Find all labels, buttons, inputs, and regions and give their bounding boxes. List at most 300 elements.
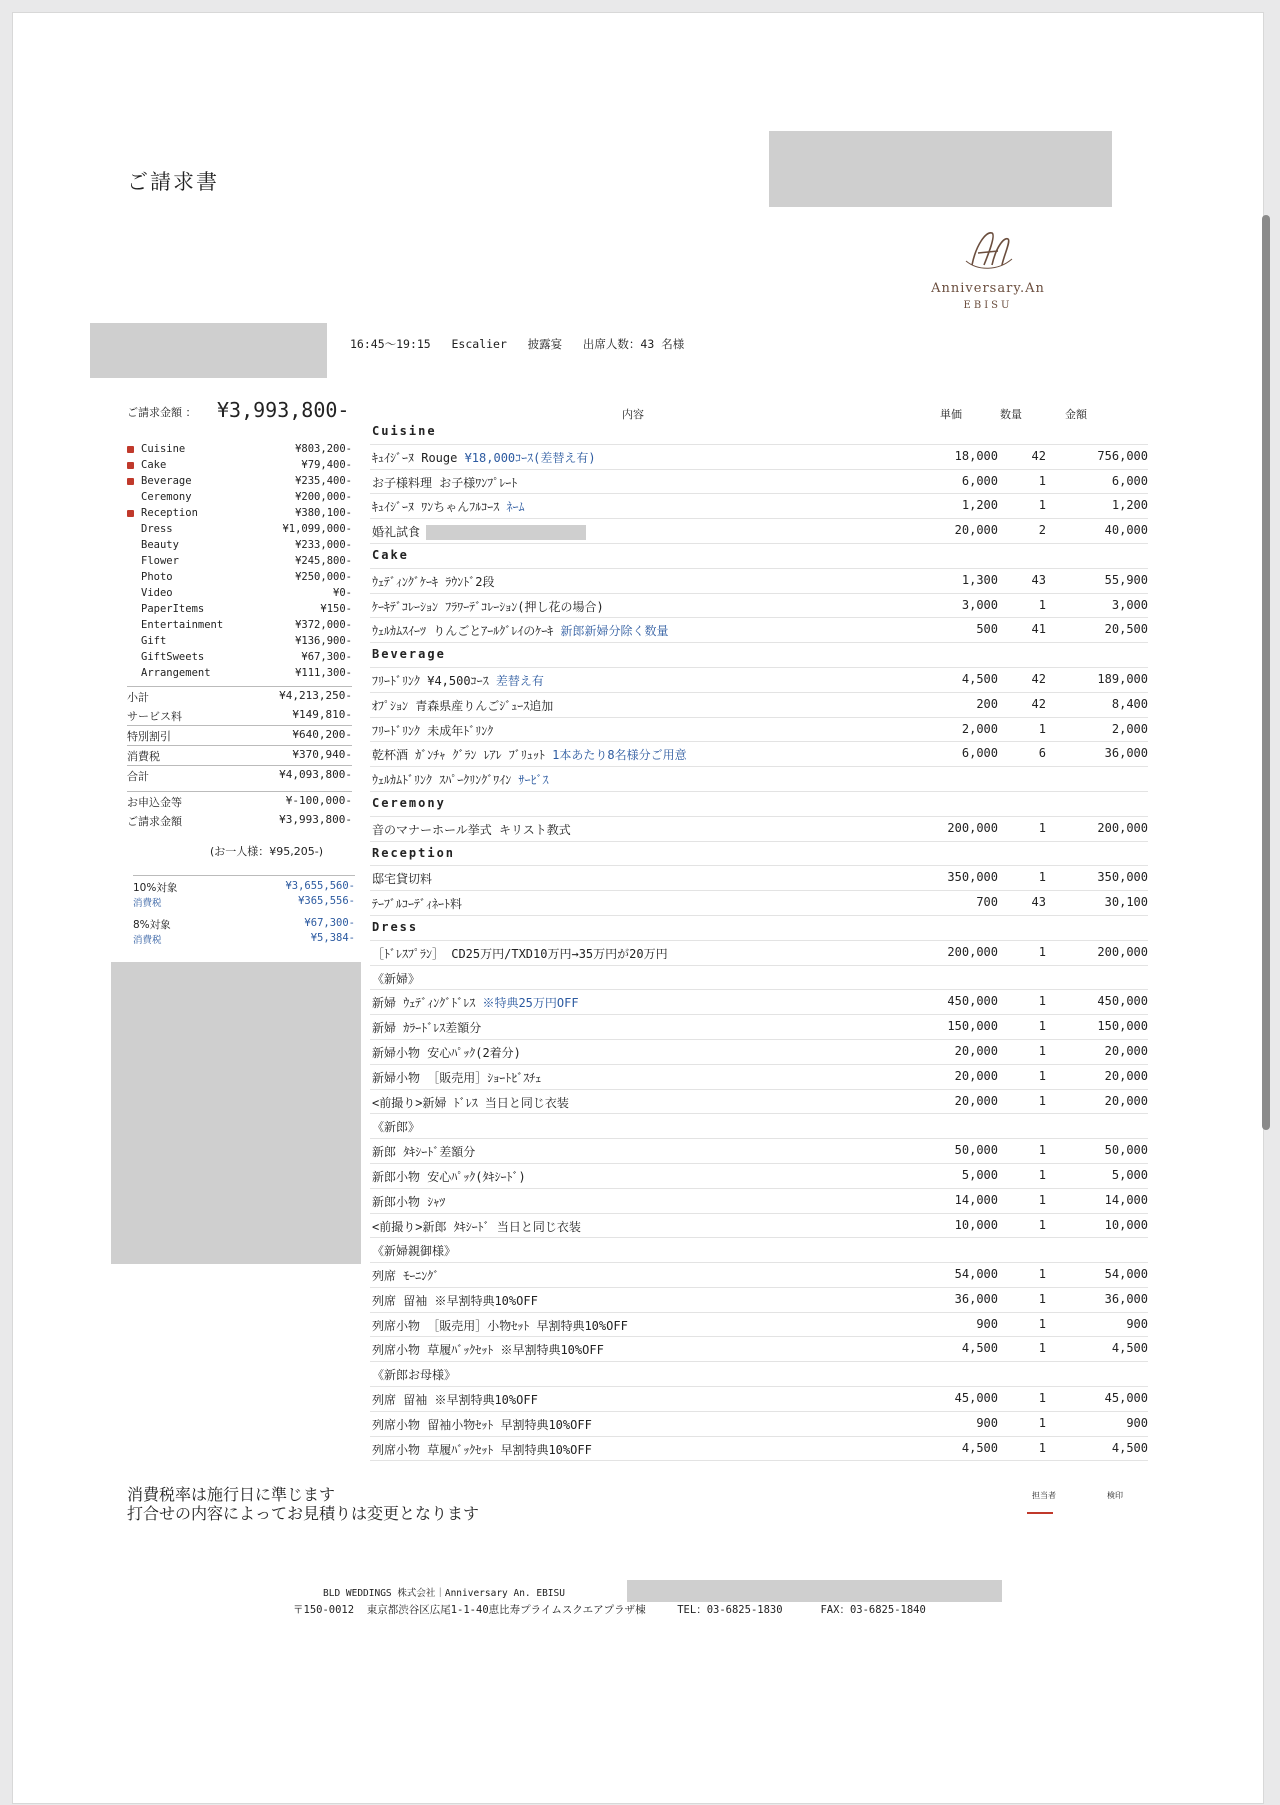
item-name bbox=[372, 697, 553, 714]
item-name bbox=[372, 573, 494, 590]
breakdown-value: ¥380,100- bbox=[295, 507, 352, 519]
item-label: Beverage bbox=[372, 647, 446, 662]
item-label: 音のマナーホール挙式 キリスト教式 bbox=[372, 822, 571, 837]
table-row bbox=[370, 817, 1148, 842]
item-name bbox=[372, 1193, 445, 1210]
tax-row bbox=[133, 895, 355, 910]
table-row bbox=[370, 1214, 1148, 1239]
item-name bbox=[372, 1218, 581, 1235]
item-price: 50,000 bbox=[954, 1143, 998, 1158]
table-row bbox=[370, 1189, 1148, 1214]
item-price: 6,000 bbox=[961, 746, 998, 761]
item-label: ﾌﾘｰﾄﾞﾘﾝｸ ¥4,500ｺｰｽ bbox=[372, 673, 496, 688]
note-tax: 消費税率は施行日に準じます bbox=[127, 1485, 336, 1504]
item-name bbox=[372, 1242, 456, 1259]
summary-label: お申込金等 bbox=[127, 796, 182, 809]
breakdown-label: Cuisine bbox=[141, 443, 186, 455]
item-price: 4,500 bbox=[961, 1341, 998, 1356]
item-amount: 756,000 bbox=[1097, 448, 1148, 463]
tax-label: 10%対象 bbox=[133, 882, 178, 894]
item-amount: 45,000 bbox=[1104, 1391, 1148, 1406]
item-qty: 1 bbox=[1038, 944, 1046, 959]
item-amount: 20,000 bbox=[1104, 1043, 1148, 1058]
item-amount: 450,000 bbox=[1097, 994, 1148, 1009]
breakdown-label: GiftSweets bbox=[141, 651, 205, 663]
item-price: 4,500 bbox=[961, 671, 998, 686]
item-name bbox=[372, 548, 409, 562]
item-price: 5,000 bbox=[961, 1167, 998, 1182]
breakdown-label: PaperItems bbox=[141, 603, 205, 615]
breakdown-row bbox=[127, 603, 352, 619]
breakdown-row bbox=[127, 443, 352, 459]
summary-row bbox=[127, 811, 352, 830]
tax-value: ¥365,556- bbox=[298, 895, 355, 907]
item-name bbox=[372, 1267, 439, 1284]
item-qty: 43 bbox=[1031, 895, 1046, 910]
table-row bbox=[370, 693, 1148, 718]
item-note: 1本あたり8名様分ご用意 bbox=[552, 748, 687, 763]
item-qty: 1 bbox=[1038, 1415, 1046, 1430]
item-qty: 1 bbox=[1038, 1391, 1046, 1406]
item-price: 700 bbox=[976, 895, 998, 910]
item-price: 45,000 bbox=[954, 1391, 998, 1406]
category-row bbox=[370, 842, 1148, 867]
table-header bbox=[370, 400, 1148, 420]
item-price: 1,200 bbox=[961, 498, 998, 513]
breakdown-value: ¥233,000- bbox=[295, 539, 352, 551]
item-label: ｳｪﾙｶﾑｽｲｰﾂ りんごとｱｰﾙｸﾞﾚｲのｹｰｷ bbox=[372, 624, 561, 639]
item-qty: 1 bbox=[1038, 498, 1046, 513]
table-row bbox=[370, 718, 1148, 743]
tax-label: 8%対象 bbox=[133, 919, 171, 931]
item-label: 列席小物 草履ﾊﾞｯｸｾｯﾄ 早割特典10%OFF bbox=[372, 1442, 592, 1457]
breakdown-label: Cake bbox=[141, 459, 167, 471]
item-amount: 8,400 bbox=[1111, 696, 1148, 711]
item-name bbox=[372, 920, 418, 934]
item-price: 900 bbox=[976, 1415, 998, 1430]
item-qty: 42 bbox=[1031, 448, 1046, 463]
table-row bbox=[370, 1337, 1148, 1362]
item-qty: 1 bbox=[1038, 1093, 1046, 1108]
item-qty: 42 bbox=[1031, 671, 1046, 686]
item-label: 乾杯酒 ｶﾞﾝﾁｬ ｸﾞﾗﾝ ﾚｱﾚ ﾌﾞﾘｭｯﾄ bbox=[372, 748, 553, 763]
breakdown-value: ¥250,000- bbox=[295, 571, 352, 583]
total-label: ご請求金額 ： bbox=[127, 406, 197, 419]
tax-breakdown bbox=[133, 875, 355, 947]
category-row bbox=[370, 544, 1148, 569]
summary-value: ¥3,993,800- bbox=[279, 813, 352, 826]
table-row bbox=[370, 470, 1148, 495]
summary-totals bbox=[127, 686, 352, 830]
item-label: 列席 ﾓｰﾆﾝｸﾞ bbox=[372, 1269, 440, 1284]
breakdown-value: ¥150- bbox=[320, 603, 352, 615]
item-amount: 36,000 bbox=[1104, 746, 1148, 761]
item-amount: 36,000 bbox=[1104, 1291, 1148, 1306]
table-row bbox=[370, 519, 1148, 544]
total-value: ¥3,993,800- bbox=[217, 398, 350, 422]
item-amount: 5,000 bbox=[1111, 1167, 1148, 1182]
item-name bbox=[372, 895, 462, 912]
item-label: ｷｭｲｼﾞｰﾇ ﾜﾝちゃんﾌﾙｺｰｽ bbox=[372, 500, 507, 515]
tax-row bbox=[133, 932, 355, 947]
table-row bbox=[370, 1139, 1148, 1164]
breakdown-row bbox=[127, 507, 352, 523]
item-price: 36,000 bbox=[954, 1291, 998, 1306]
logo bbox=[918, 225, 1058, 311]
item-name bbox=[372, 598, 604, 615]
tax-value: ¥67,300- bbox=[304, 917, 355, 929]
item-amount: 14,000 bbox=[1104, 1192, 1148, 1207]
table-row bbox=[370, 866, 1148, 891]
breakdown-label: Photo bbox=[141, 571, 173, 583]
item-label: 新婦小物 ［販売用］ｼｮｰﾄﾋﾞｽﾁｪ bbox=[372, 1070, 542, 1085]
breakdown-value: ¥136,900- bbox=[295, 635, 352, 647]
item-amount: 6,000 bbox=[1111, 473, 1148, 488]
item-amount: 1,200 bbox=[1111, 498, 1148, 513]
header-price: 単価 bbox=[940, 408, 962, 421]
note-estimate: 打合せの内容によってお見積りは変更となります bbox=[127, 1504, 480, 1523]
item-name bbox=[372, 846, 455, 860]
summary-label: サービス料 bbox=[127, 710, 182, 723]
item-label: 列席小物 草履ﾊﾞｯｸｾｯﾄ ※早割特典10%OFF bbox=[372, 1343, 604, 1358]
item-label: ｷｭｲｼﾞｰﾇ Rouge bbox=[372, 450, 465, 465]
tax-label: 消費税 bbox=[133, 898, 162, 909]
item-qty: 1 bbox=[1038, 721, 1046, 736]
item-price: 450,000 bbox=[947, 994, 998, 1009]
item-label: 列席 留袖 ※早割特典10%OFF bbox=[372, 1293, 538, 1308]
item-label: 列席小物 ［販売用］小物ｾｯﾄ 早割特典10%OFF bbox=[372, 1318, 628, 1333]
summary-value: ¥640,200- bbox=[292, 728, 352, 741]
table-row bbox=[370, 1313, 1148, 1338]
item-qty: 6 bbox=[1038, 746, 1046, 761]
item-amount: 4,500 bbox=[1111, 1341, 1148, 1356]
table-row bbox=[370, 618, 1148, 643]
item-label: 新婦 ｳｪﾃﾞｨﾝｸﾞﾄﾞﾚｽ bbox=[372, 996, 483, 1011]
item-price: 900 bbox=[976, 1316, 998, 1331]
item-price: 3,000 bbox=[961, 597, 998, 612]
table-row bbox=[370, 494, 1148, 519]
item-qty: 1 bbox=[1038, 1043, 1046, 1058]
item-price: 200,000 bbox=[947, 944, 998, 959]
stamp-staff: 担当者 bbox=[1032, 1491, 1056, 1500]
item-label: 列席 留袖 ※早割特典10%OFF bbox=[372, 1393, 538, 1408]
item-name bbox=[372, 870, 432, 887]
item-qty: 1 bbox=[1038, 1440, 1046, 1455]
item-amount: 20,500 bbox=[1104, 622, 1148, 637]
item-qty: 42 bbox=[1031, 696, 1046, 711]
summary-row bbox=[127, 791, 352, 811]
item-label: 《新郎お母様》 bbox=[372, 1368, 457, 1383]
item-label: 《新婦親御様》 bbox=[372, 1244, 457, 1259]
item-qty: 1 bbox=[1038, 1167, 1046, 1182]
breakdown-label: Beverage bbox=[141, 475, 192, 487]
scrollbar[interactable] bbox=[1262, 215, 1270, 1130]
item-amount: 50,000 bbox=[1104, 1143, 1148, 1158]
item-price: 4,500 bbox=[961, 1440, 998, 1455]
item-amount: 189,000 bbox=[1097, 671, 1148, 686]
monogram-icon bbox=[958, 225, 1018, 275]
redacted-block bbox=[426, 525, 586, 540]
item-name bbox=[372, 945, 668, 962]
table-row bbox=[370, 445, 1148, 470]
breakdown-row bbox=[127, 491, 352, 507]
item-label: お子様料理 お子様ﾜﾝﾌﾟﾚｰﾄ bbox=[372, 475, 518, 490]
category-row bbox=[370, 420, 1148, 445]
notes bbox=[127, 1485, 479, 1523]
item-label: 《新郎》 bbox=[372, 1120, 421, 1135]
item-price: 6,000 bbox=[961, 473, 998, 488]
table-row bbox=[370, 891, 1148, 916]
item-qty: 1 bbox=[1038, 597, 1046, 612]
item-name bbox=[372, 1441, 592, 1458]
item-label: <前撮り>新郎 ﾀｷｼｰﾄﾞ 当日と同じ衣装 bbox=[372, 1219, 581, 1234]
breakdown-row bbox=[127, 555, 352, 571]
breakdown-value: ¥79,400- bbox=[301, 459, 352, 471]
item-price: 1,300 bbox=[961, 572, 998, 587]
item-price: 20,000 bbox=[954, 1093, 998, 1108]
tax-row bbox=[133, 917, 355, 932]
item-price: 150,000 bbox=[947, 1019, 998, 1034]
breakdown-label: Video bbox=[141, 587, 173, 599]
table-row bbox=[370, 1263, 1148, 1288]
summary-value: ¥4,093,800- bbox=[279, 768, 352, 781]
logo-subtitle: EBISU bbox=[963, 300, 1013, 311]
logo-name: Anniversary.An bbox=[931, 281, 1045, 296]
table-row bbox=[370, 1114, 1148, 1139]
item-price: 20,000 bbox=[954, 1043, 998, 1058]
table-row bbox=[370, 1090, 1148, 1115]
item-name bbox=[372, 622, 668, 639]
item-qty: 1 bbox=[1038, 994, 1046, 1009]
table-row bbox=[370, 742, 1148, 767]
breakdown-label: Arrangement bbox=[141, 667, 211, 679]
summary-value: ¥-100,000- bbox=[285, 794, 352, 807]
summary-label: 合計 bbox=[127, 770, 149, 783]
item-label: 新郎 ﾀｷｼｰﾄﾞ差額分 bbox=[372, 1145, 476, 1160]
summary-row bbox=[127, 725, 352, 745]
item-label: ｳｪﾙｶﾑﾄﾞﾘﾝｸ ｽﾊﾟｰｸﾘﾝｸﾞﾜｲﾝ bbox=[372, 773, 519, 788]
table-row bbox=[370, 990, 1148, 1015]
redacted-block bbox=[627, 1580, 1002, 1602]
footer-company: BLD WEDDINGS 株式会社｜Anniversary An. EBISU bbox=[323, 1588, 565, 1599]
category-row bbox=[370, 643, 1148, 668]
item-label: 新婦 ｶﾗｰﾄﾞﾚｽ差額分 bbox=[372, 1021, 482, 1036]
item-name bbox=[372, 672, 544, 689]
breakdown-row bbox=[127, 459, 352, 475]
item-qty: 1 bbox=[1038, 1291, 1046, 1306]
item-label: 新郎小物 安心ﾊﾟｯｸ(ﾀｷｼｰﾄﾞ) bbox=[372, 1169, 526, 1184]
item-qty: 1 bbox=[1038, 1316, 1046, 1331]
redacted-block bbox=[769, 131, 1112, 207]
stamp-mark bbox=[1027, 1512, 1053, 1514]
item-name bbox=[372, 1118, 420, 1135]
item-qty: 1 bbox=[1038, 870, 1046, 885]
tax-value: ¥5,384- bbox=[310, 932, 355, 944]
item-amount: 10,000 bbox=[1104, 1217, 1148, 1232]
item-note: ﾈｰﾑ bbox=[506, 500, 525, 515]
item-note: ¥18,000ｺｰｽ(差替え有) bbox=[464, 450, 596, 465]
breakdown-label: Entertainment bbox=[141, 619, 224, 631]
item-label: Reception bbox=[372, 845, 456, 860]
item-amount: 200,000 bbox=[1097, 820, 1148, 835]
item-amount: 2,000 bbox=[1111, 721, 1148, 736]
category-breakdown bbox=[127, 443, 352, 683]
item-amount: 900 bbox=[1126, 1415, 1148, 1430]
item-price: 20,000 bbox=[954, 523, 998, 538]
item-label: ﾌﾘｰﾄﾞﾘﾝｸ 未成年ﾄﾞﾘﾝｸ bbox=[372, 723, 494, 738]
item-label: 婚礼試食 bbox=[372, 525, 421, 540]
item-note: ｻｰﾋﾞｽ bbox=[518, 773, 549, 788]
breakdown-value: ¥67,300- bbox=[301, 651, 352, 663]
item-name bbox=[372, 722, 493, 739]
item-label: 新婦小物 安心ﾊﾟｯｸ(2着分) bbox=[372, 1045, 521, 1060]
item-qty: 1 bbox=[1038, 1019, 1046, 1034]
table-row bbox=[370, 1015, 1148, 1040]
item-price: 200,000 bbox=[947, 820, 998, 835]
event-info: 16:45～19:15 Escalier 披露宴 出席人数：43 名様 bbox=[350, 337, 685, 351]
category-row bbox=[370, 916, 1148, 941]
line-item-table bbox=[370, 400, 1148, 1461]
item-amount: 30,100 bbox=[1104, 895, 1148, 910]
breakdown-value: ¥803,200- bbox=[295, 443, 352, 455]
item-name bbox=[372, 1143, 475, 1160]
redacted-block bbox=[90, 323, 327, 378]
item-qty: 1 bbox=[1038, 1068, 1046, 1083]
breakdown-value: ¥200,000- bbox=[295, 491, 352, 503]
item-name bbox=[372, 523, 586, 540]
header-amount: 金額 bbox=[1065, 408, 1087, 421]
marker-icon bbox=[127, 510, 134, 517]
item-qty: 1 bbox=[1038, 820, 1046, 835]
item-price: 500 bbox=[976, 622, 998, 637]
item-label: 新郎小物 ｼｬﾂ bbox=[372, 1194, 446, 1209]
item-amount: 54,000 bbox=[1104, 1267, 1148, 1282]
item-label: ﾃｰﾌﾞﾙｺｰﾃﾞｨﾈｰﾄ料 bbox=[372, 897, 463, 912]
table-row bbox=[370, 569, 1148, 594]
item-price: 18,000 bbox=[954, 448, 998, 463]
item-amount: 20,000 bbox=[1104, 1068, 1148, 1083]
item-qty: 41 bbox=[1031, 622, 1046, 637]
item-label: Ceremony bbox=[372, 795, 446, 810]
marker-icon bbox=[127, 478, 134, 485]
breakdown-label: Ceremony bbox=[141, 491, 192, 503]
item-name bbox=[372, 771, 548, 788]
breakdown-row bbox=[127, 651, 352, 667]
item-name bbox=[372, 994, 579, 1011]
breakdown-row bbox=[127, 523, 352, 539]
table-row bbox=[370, 1362, 1148, 1387]
item-price: 2,000 bbox=[961, 721, 998, 736]
tax-value: ¥3,655,560- bbox=[285, 880, 355, 892]
breakdown-label: Dress bbox=[141, 523, 173, 535]
summary-value: ¥4,213,250- bbox=[279, 689, 352, 702]
total-header bbox=[127, 400, 352, 430]
item-name bbox=[372, 1168, 526, 1185]
summary-value: ¥149,810- bbox=[292, 708, 352, 721]
summary-row bbox=[127, 745, 352, 765]
item-label: 《新婦》 bbox=[372, 971, 421, 986]
item-price: 54,000 bbox=[954, 1267, 998, 1282]
breakdown-label: Gift bbox=[141, 635, 167, 647]
item-price: 14,000 bbox=[954, 1192, 998, 1207]
document-title: ご請求書 bbox=[127, 170, 219, 194]
table-row bbox=[370, 1387, 1148, 1412]
item-name bbox=[372, 796, 446, 810]
table-body bbox=[370, 420, 1148, 1461]
table-row bbox=[370, 1412, 1148, 1437]
item-label: ｵﾌﾟｼｮﾝ 青森県産りんごｼﾞｭｰｽ追加 bbox=[372, 698, 554, 713]
item-qty: 43 bbox=[1031, 572, 1046, 587]
breakdown-label: Reception bbox=[141, 507, 198, 519]
summary-value: ¥370,940- bbox=[292, 748, 352, 761]
item-label: Dress bbox=[372, 919, 419, 934]
summary-row bbox=[127, 706, 352, 725]
table-row bbox=[370, 594, 1148, 619]
breakdown-row bbox=[127, 587, 352, 603]
per-person-amount: (お一人様：¥95,205-) bbox=[210, 845, 324, 858]
table-row bbox=[370, 1164, 1148, 1189]
item-name bbox=[372, 449, 596, 466]
summary-label: 消費税 bbox=[127, 750, 160, 763]
item-name bbox=[372, 1366, 456, 1383]
table-row bbox=[370, 767, 1148, 792]
item-amount: 40,000 bbox=[1104, 523, 1148, 538]
item-amount: 900 bbox=[1126, 1316, 1148, 1331]
item-note: 差替え有 bbox=[495, 673, 544, 688]
breakdown-value: ¥372,000- bbox=[295, 619, 352, 631]
breakdown-row bbox=[127, 635, 352, 651]
table-row bbox=[370, 1065, 1148, 1090]
item-label: ［ﾄﾞﾚｽﾌﾟﾗﾝ］ CD25万円/TXD10万円→35万円が20万円 bbox=[372, 946, 668, 961]
breakdown-row bbox=[127, 667, 352, 683]
item-name bbox=[372, 1317, 628, 1334]
marker-icon bbox=[127, 446, 134, 453]
item-label: ｹｰｷﾃﾞｺﾚｰｼｮﾝ ﾌﾗﾜｰﾃﾞｺﾚｰｼｮﾝ(押し花の場合) bbox=[372, 599, 604, 614]
redacted-block bbox=[111, 962, 361, 1264]
item-amount: 350,000 bbox=[1097, 870, 1148, 885]
breakdown-value: ¥235,400- bbox=[295, 475, 352, 487]
item-amount: 200,000 bbox=[1097, 944, 1148, 959]
breakdown-value: ¥1,099,000- bbox=[282, 523, 352, 535]
tax-row bbox=[133, 880, 355, 895]
item-name bbox=[372, 1391, 538, 1408]
header-qty: 数量 bbox=[1000, 408, 1022, 421]
item-label: Cake bbox=[372, 547, 409, 562]
breakdown-row bbox=[127, 571, 352, 587]
breakdown-label: Flower bbox=[141, 555, 179, 567]
item-name bbox=[372, 1292, 538, 1309]
breakdown-value: ¥111,300- bbox=[295, 667, 352, 679]
item-name bbox=[372, 970, 420, 987]
table-row bbox=[370, 1040, 1148, 1065]
breakdown-row bbox=[127, 539, 352, 555]
table-row bbox=[370, 1238, 1148, 1263]
item-label: Cuisine bbox=[372, 424, 437, 438]
item-price: 20,000 bbox=[954, 1068, 998, 1083]
breakdown-row bbox=[127, 475, 352, 491]
item-amount: 55,900 bbox=[1104, 572, 1148, 587]
breakdown-row bbox=[127, 619, 352, 635]
category-row bbox=[370, 792, 1148, 817]
item-label: 列席小物 留袖小物ｾｯﾄ 早割特典10%OFF bbox=[372, 1417, 592, 1432]
item-name bbox=[372, 498, 524, 515]
item-price: 200 bbox=[976, 696, 998, 711]
summary-label: ご請求金額 bbox=[127, 815, 182, 828]
breakdown-value: ¥245,800- bbox=[295, 555, 352, 567]
item-name bbox=[372, 1069, 541, 1086]
item-qty: 1 bbox=[1038, 1143, 1046, 1158]
item-qty: 1 bbox=[1038, 1217, 1046, 1232]
